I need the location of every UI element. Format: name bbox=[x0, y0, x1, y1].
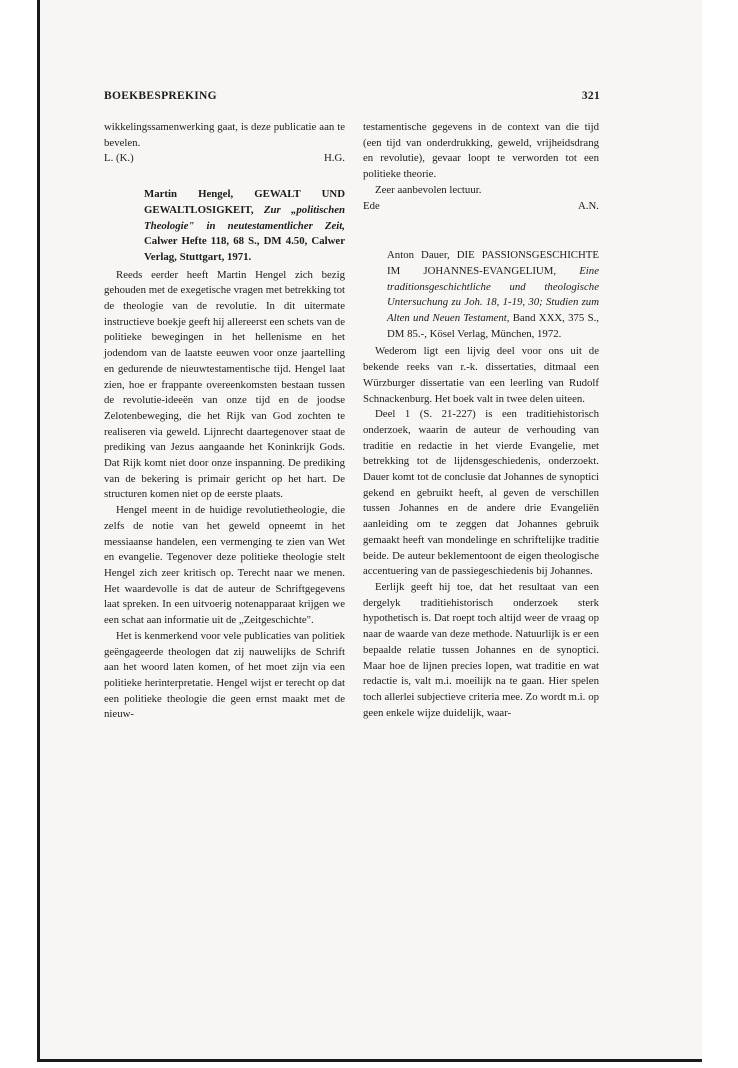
signature-place: L. (K.) bbox=[104, 152, 134, 165]
review-heading-dauer bbox=[387, 248, 599, 342]
book-author-title: Anton Dauer, DIE PASSIONSGESCHICHTE IM JOHANNES-EVANGELIUM, bbox=[387, 249, 599, 277]
left-column bbox=[104, 120, 345, 723]
page-number: 321 bbox=[581, 90, 600, 102]
running-title: BOEKBESPREKING bbox=[104, 90, 217, 102]
signature-initials: A.N. bbox=[578, 199, 599, 212]
review-heading-hengel bbox=[144, 187, 345, 266]
paragraph: Wederom ligt een lijvig deel voor ons uit de bekende reeks van r.-k. dissertaties, ditmaal een Würzburger dissertatie van een leerling van Rudolf Schnackenburg. Het boek valt in twee delen uiteen. bbox=[363, 345, 599, 405]
book-publication: Calwer Hefte 118, 68 S., DM 4.50, Calwer Verlag, Stuttgart, 1971. bbox=[144, 235, 345, 263]
right-intro-text: testamentische gegevens in de context van die tijd (een tijd van onderdrukking, geweld, vrijheidsdrang en revolutie), gevaar loopt te verworden tot een politieke theorie. bbox=[363, 121, 599, 181]
paragraph: Reeds eerder heeft Martin Hengel zich bezig gehouden met de exegetische vragen met betrekking tot de theologie van de revolutie. In dit uitermate instructieve boekje geeft hij allereerst een schets van de politieke bewegingen in het hellenisme en het jodendom van de laatste eeuwen voor onze jaartelling en gedurende de nieuwtestamentische tijd. Hengel laat zien, hoe er frappante overeenkomsten bestaan tussen de revolutie-ideeën van onze tijd en de joodse Zelotenbeweging, die het Rijk van God zochten te realiseren via geweld. Lijnrecht daartegenover staat de prediking van Jezus aangaande het Koninkrijk Gods. Dat Rijk komt niet door onze inspanning. De prediking van de bekering is primair gericht op het hart. De structuren komen niet op de eerste plaats. bbox=[104, 268, 345, 501]
left-intro-text: wikkelingssamenwerking gaat, is deze publicatie aan te bevelen. bbox=[104, 121, 345, 149]
book-subtitle: Zur „politischen Theologie" in neutestamentlicher Zeit, bbox=[144, 203, 345, 232]
running-header bbox=[104, 90, 600, 102]
right-signature bbox=[363, 199, 599, 215]
right-column bbox=[363, 120, 599, 721]
paragraph: Eerlijk geeft hij toe, dat het resultaat van een dergelyk traditiehistorisch onderzoek sterk hypothetisch is. Dat roept toch altijd weer de vraag op naar de waarde van deze methode. Natuurlijk is er een bepaalde relatie tussen Johannes en de synoptici. Maar hoe de lijnen precies lopen, wat traditie en wat redactie is, valt m.i. moeilijk na te gaan. Hier spelen toch allerlei subjectieve criteria mee. Zo wordt m.i. op geen enkele wijze duidelijk, waar- bbox=[363, 580, 599, 719]
recommendation: Zeer aanbevolen lectuur. bbox=[375, 183, 482, 196]
book-subtitle: Eine traditionsgeschichtliche und theologische Untersuchung zu Joh. 18, 1-19, 30; Studien zum Alten und Neuen Testament, bbox=[387, 264, 599, 325]
signature-place: Ede bbox=[363, 199, 380, 212]
book-publication: Band XXX, 375 S., DM 85.-, Kösel Verlag, München, 1972. bbox=[387, 312, 599, 340]
paragraph: Het is kenmerkend voor vele publicaties van politiek geëngageerde theologen dat zij nauwelijks de Schrift aan het woord laten komen, of het moet zijn via een politieke herinterpretatie. Hengel wijst er terecht op dat een politieke theologie die geen ernst maakt met de nieuw- bbox=[104, 629, 345, 721]
signature-initials: H.G. bbox=[324, 152, 345, 165]
paragraph: Deel 1 (S. 21-227) is een traditiehistorisch onderzoek, waarin de auteur de verhouding van traditie en redactie in het vierde Evangelie, met betrekking tot de lijdensgeschiedenis, onderzoekt. Dauer komt tot de conclusie dat Johannes de synoptici gekend en gebruikt heeft, al geven de verschillen tussen Johannes en de andere drie Evangeliën aanleiding om te zeggen dat Johannes gebruik gemaakt heeft van mondelinge en schriftelijke traditie beide. De auteur beklementoont de eigen theologische accentuering van de passiegeschiedenis bij Johannes. bbox=[363, 408, 599, 578]
left-signature bbox=[104, 151, 345, 167]
paragraph: Hengel meent in de huidige revolutietheologie, die zelfs de notie van het geweld opneemt in het messiaanse handelen, een vermenging te zien van Wet en evangelie. Tegenover deze politieke theologie stelt Hengel zich zeer kritisch op. Terecht naar we menen. Het waardevolle is dat de auteur de Schriftgegevens laat spreken. In een uitvoerig notenapparaat krijgen we een schat aan informatie uit de „Zeitgeschichte". bbox=[104, 504, 345, 627]
book-author-title: Martin Hengel, GEWALT UND GEWALTLOSIGKEIT, bbox=[144, 188, 345, 216]
